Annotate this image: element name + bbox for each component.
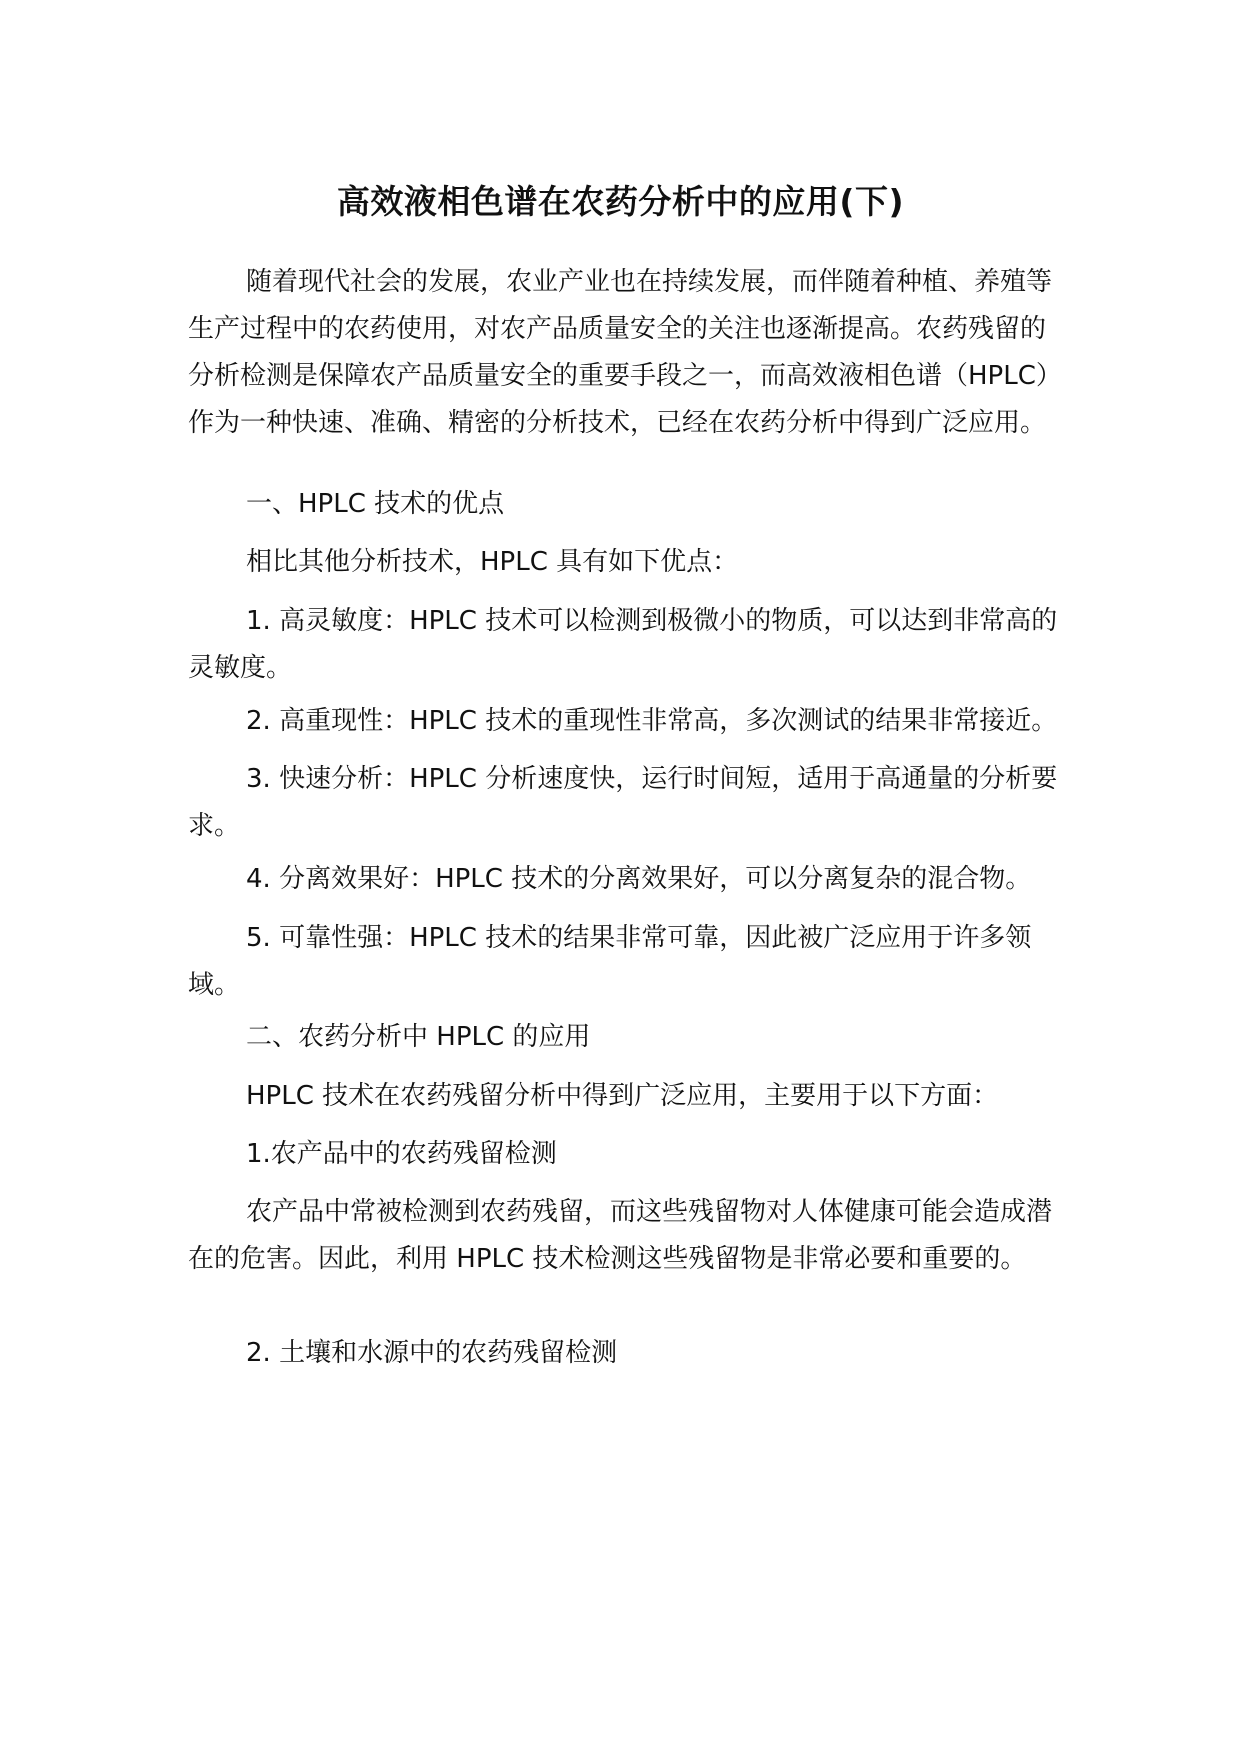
advantage-item-1: 1. 高灵敏度：HPLC 技术可以检测到极微小的物质，可以达到非常高的灵敏度。 — [188, 606, 1058, 683]
subheading-soil-water: 2. 土壤和水源中的农药残留检测 — [246, 1338, 618, 1368]
section-heading-advantages: 一、HPLC 技术的优点 — [246, 489, 505, 519]
agricultural-products-paragraph: 农产品中常被检测到农药残留，而这些残留物对人体健康可能会造成潜在的危害。因此，利用 HPLC 技术检测这些残留物是非常必要和重要的。 — [188, 1197, 1053, 1274]
intro-paragraph: 随着现代社会的发展，农业产业也在持续发展，而伴随着种植、养殖等生产过程中的农药使用，对农产品质量安全的关注也逐渐提高。农药残留的分析检测是保障农产品质量安全的重要手段之一，而高效液相色谱（HPLC）作为一种快速、准确、精密的分析技术，已经在农药分析中得到广泛应用。 — [188, 267, 1053, 438]
advantages-intro: 相比其他分析技术，HPLC 具有如下优点： — [246, 547, 739, 577]
advantage-item-3: 3. 快速分析：HPLC 分析速度快，运行时间短，适用于高通量的分析要求。 — [188, 764, 1058, 841]
document-title: 高效液相色谱在农药分析中的应用(下) — [336, 182, 905, 221]
advantage-item-5: 5. 可靠性强：HPLC 技术的结果非常可靠，因此被广泛应用于许多领域。 — [188, 923, 1032, 1000]
subheading-agricultural-products: 1.农产品中的农药残留检测 — [246, 1139, 557, 1169]
advantage-item-4: 4. 分离效果好：HPLC 技术的分离效果好，可以分离复杂的混合物。 — [246, 864, 1032, 894]
section-heading-applications: 二、农药分析中 HPLC 的应用 — [246, 1022, 591, 1052]
advantage-item-2: 2. 高重现性：HPLC 技术的重现性非常高，多次测试的结果非常接近。 — [246, 706, 1058, 736]
applications-intro: HPLC 技术在农药残留分析中得到广泛应用，主要用于以下方面： — [246, 1081, 999, 1111]
